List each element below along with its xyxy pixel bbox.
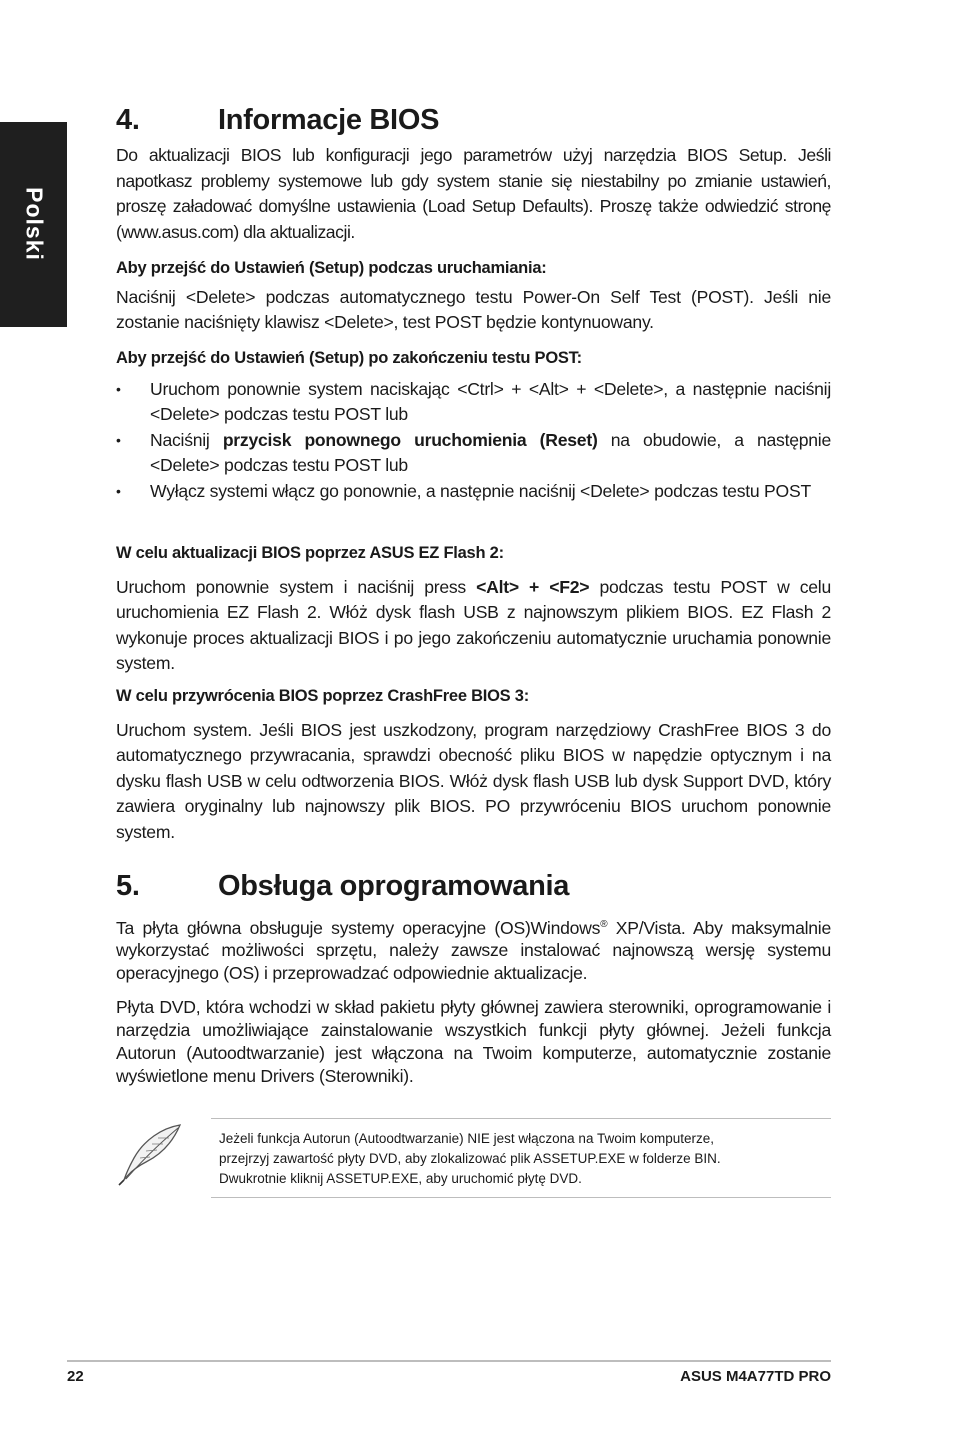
setup-after-post-heading: Aby przejść do Ustawień (Setup) po zakończeniu testu POST: bbox=[116, 349, 582, 367]
setup-boot-heading: Aby przejść do Ustawień (Setup) podczas uruchamiania: bbox=[116, 259, 547, 277]
section-4-intro-block bbox=[116, 143, 831, 245]
setup-boot-block bbox=[116, 256, 831, 336]
note-bottom-rule bbox=[211, 1197, 831, 1198]
list-item: • Wyłącz systemi włącz go ponownie, a następnie naciśnij <Delete> podczas testu POST bbox=[116, 479, 831, 505]
setup-boot-text: Naciśnij <Delete> podczas automatycznego testu Power-On Self Test (POST). Jeśli nie zostanie naciśnięty klawisz <Delete>, test POST będzie kontynuowany. bbox=[116, 286, 831, 332]
note-box bbox=[116, 1118, 831, 1198]
dvd-support-text: Płyta DVD, która wchodzi w skład pakietu płyty głównej zawiera sterowniki, oprogramowanie i narzędzia umożliwiające zainstalowanie wszystkich funkcji płyty głównej. Jeżeli funkcja Autorun (Autoodtwarzanie) jest włączona na Twoim komputerze, automatycznie zostanie wyświetlone menu Drivers (Sterowniki). bbox=[116, 997, 831, 1087]
ez-flash-heading: W celu aktualizacji BIOS poprzez ASUS EZ Flash 2: bbox=[116, 544, 504, 562]
setup-options-list bbox=[116, 377, 831, 505]
section-5-title: Obsługa oprogramowania bbox=[218, 870, 570, 902]
section-5-heading bbox=[116, 870, 831, 903]
ez-flash-block bbox=[116, 541, 831, 677]
setup-after-post-block bbox=[116, 346, 831, 504]
section-4 bbox=[116, 104, 831, 137]
crashfree-heading: W celu przywrócenia BIOS poprzez CrashFree BIOS 3: bbox=[116, 687, 529, 705]
list-item: • Uruchom ponownie system naciskając <Ctrl> + <Alt> + <Delete>, a następnie naciśnij <Delete> podczas testu POST lub bbox=[116, 377, 831, 428]
list-item: • Naciśnij przycisk ponownego uruchomienia (Reset) na obudowie, a następnie <Delete> podczas testu POST lub bbox=[116, 428, 831, 479]
product-name: ASUS M4A77TD PRO bbox=[680, 1368, 831, 1385]
note-line: przejrzyj zawartość płyty DVD, aby zlokalizować plik ASSETUP.EXE w folderze BIN. bbox=[219, 1151, 721, 1166]
page-number: 22 bbox=[67, 1368, 84, 1385]
section-4-intro: Do aktualizacji BIOS lub konfiguracji jego parametrów użyj narzędzia BIOS Setup. Jeśli napotkasz problemy systemowe lub gdy system stanie się niestabilny po zmianie ustawień, proszę załadować domyślne ustawienia (Load Setup Defaults). Proszę także odwiedzić stronę (www.asus.com) dla aktualizacji. bbox=[116, 145, 831, 242]
ez-flash-text: Uruchom ponownie system i naciśnij press <Alt> + <F2> podczas testu POST w celu uruchomienia EZ Flash 2. Włóż dysk flash USB z najnowszym plikiem BIOS. EZ Flash 2 wykonuje proces aktualizacji BIOS i po jego zakończeniu automatycznie uruchamia ponownie system. bbox=[116, 576, 831, 673]
section-5-number: 5. bbox=[116, 870, 140, 902]
note-text bbox=[219, 1129, 829, 1189]
os-support-text: Ta płyta główna obsługuje systemy operacyjne (OS)Windows® XP/Vista. Aby maksymalnie wykorzystać możliwości sprzętu, należy zawsze instalować najnowszą wersję systemu operacyjnego (OS) i przeprowadzać odpowiednie aktualizacje. bbox=[116, 917, 831, 983]
language-tab-label: Polski bbox=[21, 187, 48, 261]
crashfree-block bbox=[116, 684, 831, 845]
language-tab bbox=[0, 122, 67, 327]
section-4-heading bbox=[116, 104, 831, 137]
section-5-text bbox=[116, 914, 831, 1088]
section-5 bbox=[116, 870, 831, 903]
note-line: Jeżeli funkcja Autorun (Autoodtwarzanie) NIE jest włączona na Twoim komputerze, bbox=[219, 1131, 714, 1146]
footer-rule bbox=[67, 1360, 831, 1362]
crashfree-text: Uruchom system. Jeśli BIOS jest uszkodzony, program narzędziowy CrashFree BIOS 3 do automatycznego przywracania, sprawdzi obecność pliku BIOS w napędzie optycznym i na dysku flash USB w celu odtworzenia BIOS. Włóż dysk flash USB lub dysk Support DVD, który zawiera oryginalny lub najnowszy plik BIOS. PO przywróceniu BIOS uruchom ponownie system. bbox=[116, 719, 831, 842]
feather-pen-icon bbox=[116, 1122, 186, 1186]
note-line: Dwukrotnie kliknij ASSETUP.EXE, aby uruchomić płytę DVD. bbox=[219, 1171, 582, 1186]
section-4-number: 4. bbox=[116, 104, 140, 136]
section-4-title: Informacje BIOS bbox=[218, 104, 440, 136]
note-top-rule bbox=[211, 1118, 831, 1119]
